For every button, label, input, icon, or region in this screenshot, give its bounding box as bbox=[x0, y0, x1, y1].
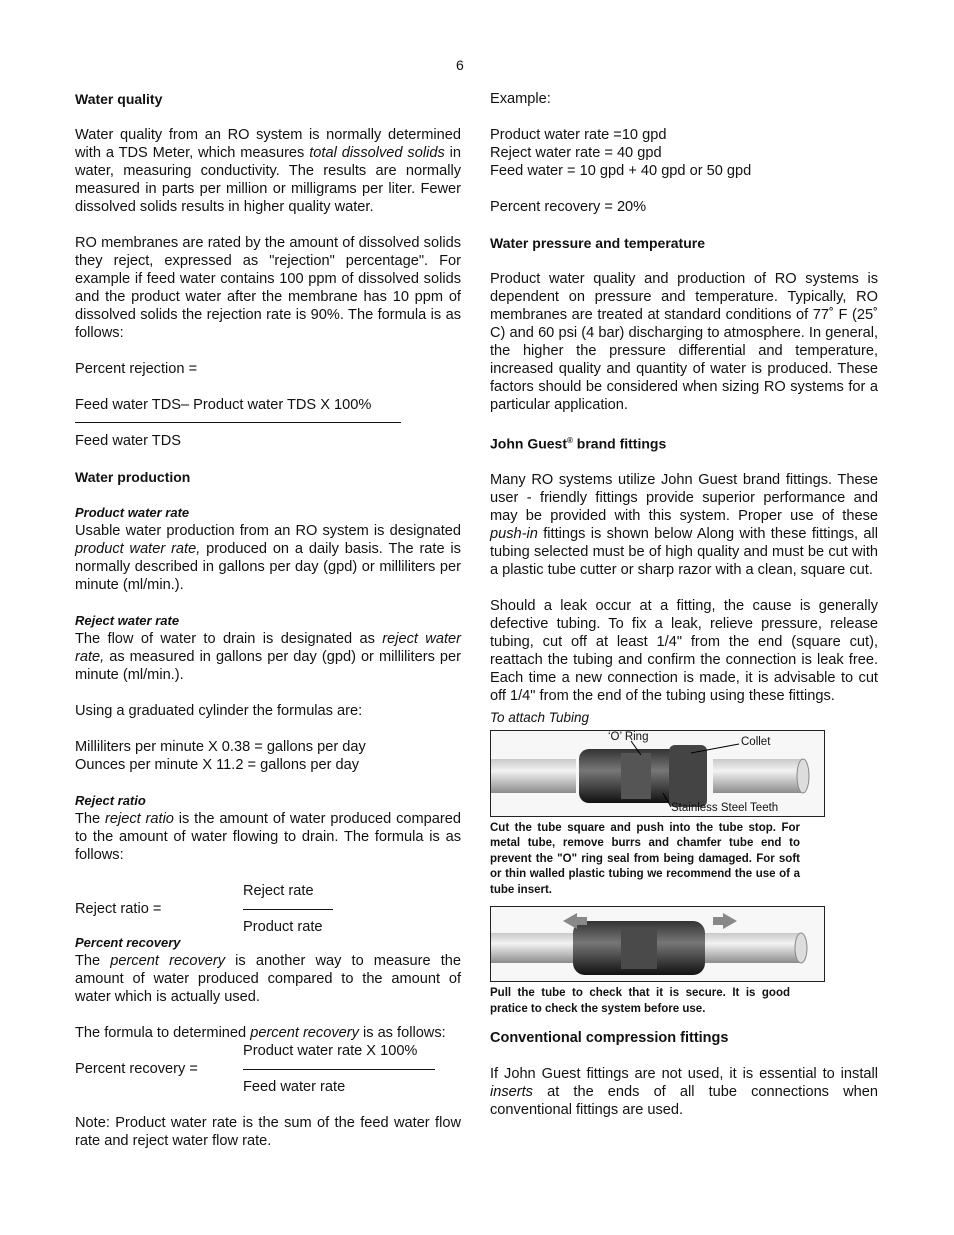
water-quality-paragraph-1: Water quality from an RO system is normally determined with a TDS Meter, which measures total dissolved solids in water, measuring conductivity. The results are normally measured in parts per million or milligrams per liter. Fewer dissolved solids results in higher quality water. bbox=[75, 127, 461, 215]
recovery-formula-intro: The formula to determined percent recovery is as follows: bbox=[75, 1025, 446, 1041]
reject-rate-subheading: Reject water rate bbox=[75, 613, 180, 628]
ratio-label: Reject ratio = bbox=[75, 901, 162, 917]
reject-ratio-subheading: Reject ratio bbox=[75, 793, 146, 808]
figure-2-caption: Pull the tube to check that it is secure. It is good pratice to check the system before use. bbox=[490, 987, 790, 1015]
recovery-denominator: Feed water rate bbox=[243, 1079, 346, 1095]
john-guest-heading: John Guest® brand fittings bbox=[490, 435, 667, 452]
recovery-numerator: Product water rate X 100% bbox=[243, 1043, 418, 1059]
water-quality-heading: Water quality bbox=[75, 91, 163, 107]
ratio-numerator: Reject rate bbox=[243, 883, 314, 899]
fraction-line bbox=[243, 909, 333, 910]
product-rate-paragraph: Usable water production from an RO system is designated product water rate, produced on a daily basis. The rate is normally described in gallons per day (gpd) or milliliters per minute (ml/min.). bbox=[75, 523, 461, 593]
cylinder-text: Using a graduated cylinder the formulas are: bbox=[75, 703, 363, 719]
note-paragraph: Note: Product water rate is the sum of the feed water flow rate and reject water flow rate. bbox=[75, 1115, 461, 1149]
reject-ratio-formula bbox=[75, 882, 461, 936]
water-production-heading: Water production bbox=[75, 469, 191, 485]
pull-tube-figure bbox=[490, 906, 825, 982]
compression-paragraph: If John Guest fittings are not used, it is essential to install inserts at the ends of all tube connections when conventional fittings are used. bbox=[490, 1066, 878, 1119]
o-ring-label: ‘O’ Ring bbox=[608, 730, 649, 743]
rejection-numerator: Feed water TDS– Product water TDS X 100% bbox=[75, 397, 372, 413]
figure-1-caption: Cut the tube square and push into the tube stop. For metal tube, remove burrs and chamfer tube end to prevent the "O" ring seal from being damaged. For soft or thin walled plastic tubing we recommend the use of a tube insert. bbox=[490, 821, 800, 896]
ratio-denominator: Product rate bbox=[243, 919, 323, 935]
fraction-line bbox=[243, 1069, 435, 1070]
pull-test-illustration bbox=[491, 907, 824, 981]
formula-milliliters: Milliliters per minute X 0.38 = gallons per day bbox=[75, 739, 366, 755]
example-recovery: Percent recovery = 20% bbox=[490, 199, 647, 215]
rejection-formula bbox=[75, 396, 401, 450]
formula-ounces: Ounces per minute X 11.2 = gallons per day bbox=[75, 757, 360, 773]
example-reject-rate: Reject water rate = 40 gpd bbox=[490, 145, 662, 161]
attach-tubing-figure bbox=[490, 730, 825, 817]
example-feed-water: Feed water = 10 gpd + 40 gpd or 50 gpd bbox=[490, 163, 752, 179]
recovery-label: Percent recovery = bbox=[75, 1061, 198, 1077]
example-label: Example: bbox=[490, 91, 551, 107]
teeth-label: Stainless Steel Teeth bbox=[671, 801, 779, 814]
pressure-paragraph: Product water quality and production of RO systems is dependent on pressure and temperature. Typically, RO membranes are treated at standard conditions of 77˚ F (25˚ C) and 60 psi (4 bar) discharging to atmosphere. In general, the higher the pressure differential and temperature, increased quality and quantity of water is produced. These factors should be considered when sizing RO systems for a particular application. bbox=[490, 271, 878, 413]
rejection-denominator: Feed water TDS bbox=[75, 433, 181, 449]
pressure-heading: Water pressure and temperature bbox=[490, 235, 705, 251]
john-guest-paragraph-1: Many RO systems utilize John Guest brand fittings. These user - friendly fittings provide superior performance and may be provided with this system. Proper use of these push-in fittings is shown below Along with these fittings, all tubing selected must be of high quality and must be cut with a plastic tube cutter or sharp razor with a clean, square cut. bbox=[490, 471, 878, 578]
compression-heading: Conventional compression fittings bbox=[490, 1030, 729, 1047]
john-guest-paragraph-2: Should a leak occur at a fitting, the cause is generally defective tubing. To fix a leak, relieve pressure, release tubing, cut off at least 1/4" from the end (square cut), reattach the tubing and confirm the connection is leak free. Each time a new connection is made, it is advisable to cut off 1/4" from the end of the tubing using these fittings. bbox=[490, 597, 878, 704]
example-product-rate: Product water rate =10 gpd bbox=[490, 127, 667, 143]
right-column bbox=[490, 90, 878, 1119]
reject-ratio-paragraph: The reject ratio is the amount of water produced compared to the amount of water flowing to drain. The formula is as follows: bbox=[75, 811, 461, 863]
reject-rate-paragraph: The flow of water to drain is designated as reject water rate, as measured in gallons per day (gpd) or milliliters per minute (ml/min.). bbox=[75, 631, 461, 683]
water-quality-paragraph-2: RO membranes are rated by the amount of dissolved solids they reject, expressed as "rejection" percentage". For example if feed water contains 100 ppm of dissolved solids and the product water after the membrane has 10 ppm of dissolved solids the rejection rate is 90%. The formula is as follows: bbox=[75, 235, 461, 341]
figure-1-title: To attach Tubing bbox=[490, 709, 590, 725]
percent-rejection-label: Percent rejection = bbox=[75, 361, 198, 377]
page-number: 6 bbox=[456, 57, 464, 73]
percent-recovery-subheading: Percent recovery bbox=[75, 935, 181, 950]
collet-label: Collet bbox=[741, 735, 771, 748]
product-rate-subheading: Product water rate bbox=[75, 505, 190, 520]
left-column bbox=[75, 90, 461, 1150]
recovery-formula bbox=[75, 1042, 461, 1096]
percent-recovery-paragraph: The percent recovery is another way to measure the amount of water produced compared to the amount of water which is actually used. bbox=[75, 953, 461, 1005]
